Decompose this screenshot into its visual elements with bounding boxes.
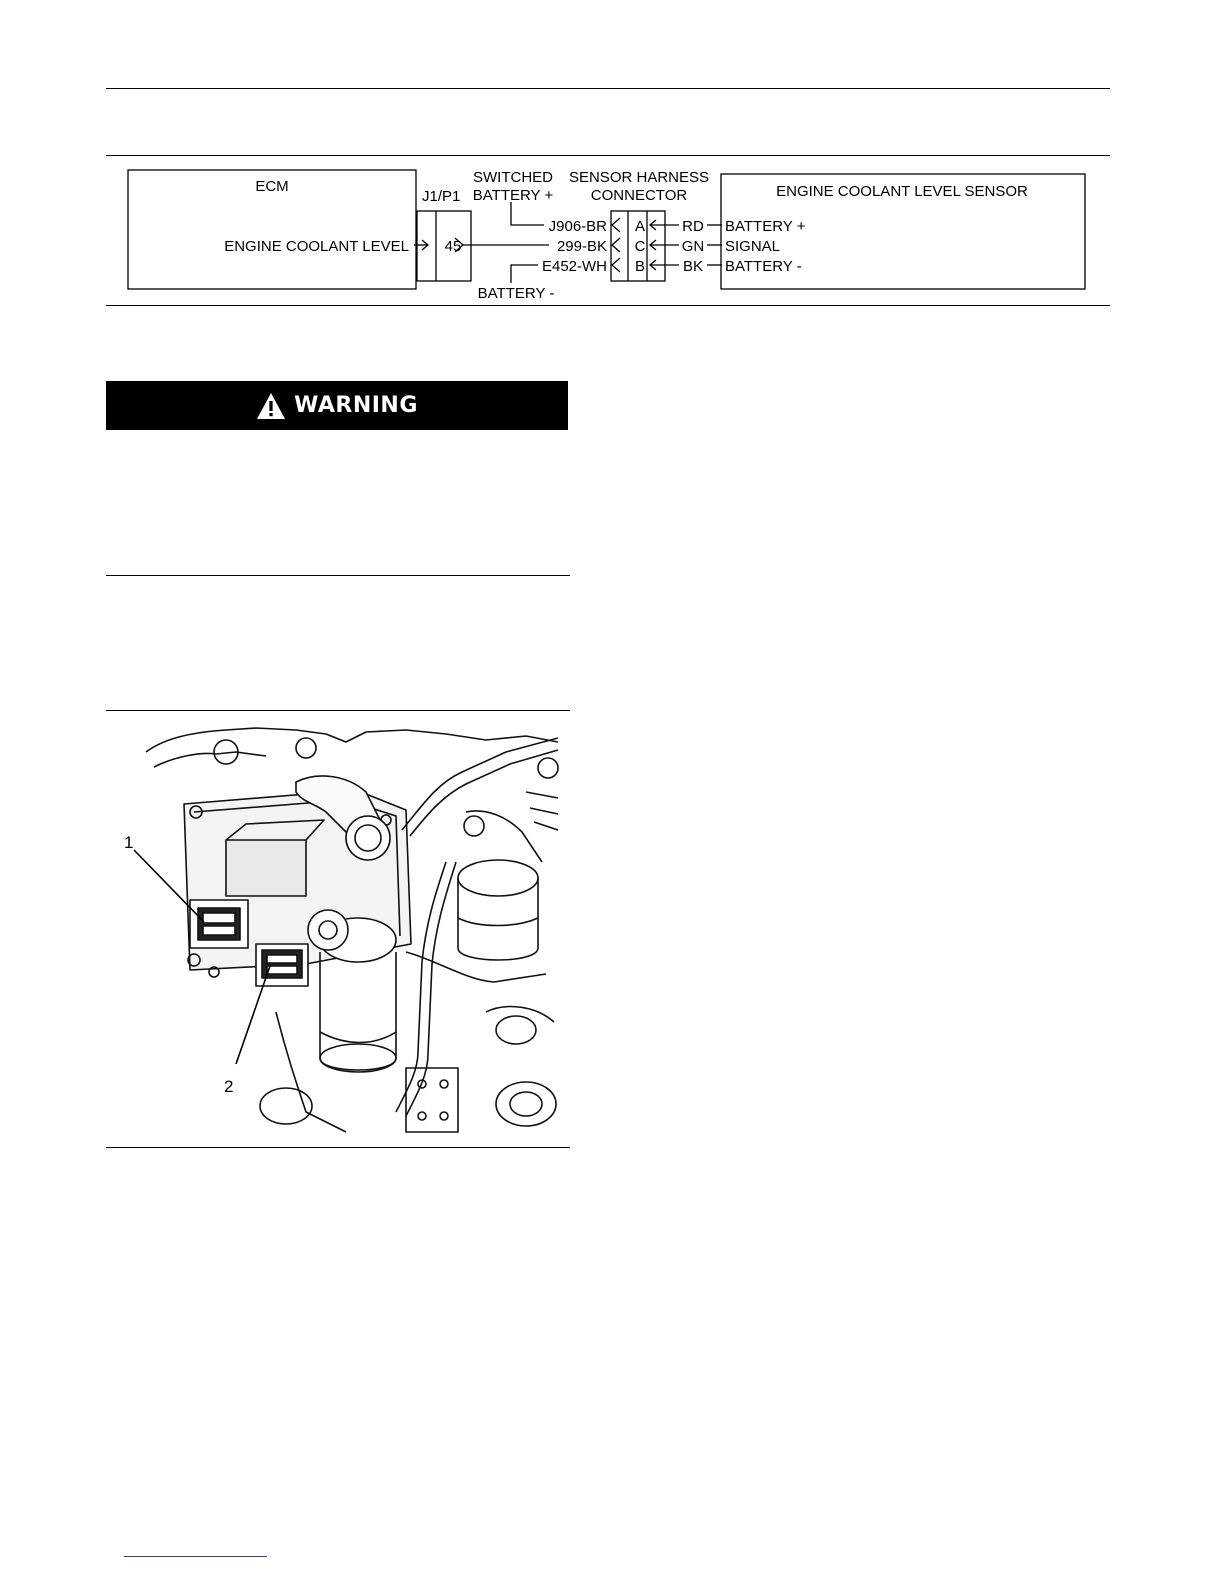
sensor-title: ENGINE COOLANT LEVEL SENSOR xyxy=(776,183,1028,200)
wiring-diagram xyxy=(106,155,1110,305)
battery-minus-label: BATTERY - xyxy=(477,285,555,302)
header-rule xyxy=(106,88,1110,89)
warning-banner xyxy=(106,381,568,430)
callout-leader-2 xyxy=(236,966,270,1064)
harness-connector-line1: SENSOR HARNESS xyxy=(568,169,710,186)
engine-ecm-illustration xyxy=(106,712,570,1146)
harness-pin: C xyxy=(634,238,646,255)
warning-label: WARNING xyxy=(294,393,418,418)
harness-pin: B xyxy=(634,258,646,275)
ecm-signal-label: ENGINE COOLANT LEVEL xyxy=(224,238,409,255)
switched-battery-line2: BATTERY + xyxy=(472,187,554,204)
footer-link-underline[interactable] xyxy=(124,1556,267,1557)
illustration-bottom-rule xyxy=(106,1147,570,1148)
wire-color: BK xyxy=(682,258,704,275)
diagram-bottom-rule xyxy=(106,305,1110,306)
pin-number-label: 45 xyxy=(444,238,462,255)
warning-triangle-icon xyxy=(256,391,286,421)
wire-color: GN xyxy=(681,238,705,255)
wire-label: J906-BR xyxy=(548,218,607,235)
wire-label: 299-BK xyxy=(556,238,607,255)
sensor-function: SIGNAL xyxy=(725,238,781,255)
harness-pin: A xyxy=(634,218,646,235)
warning-bottom-rule xyxy=(106,575,570,576)
illustration-top-rule xyxy=(106,710,570,711)
callout-1: 1 xyxy=(124,833,134,852)
connector-id-label: J1/P1 xyxy=(422,188,461,205)
wire-label: E452-WH xyxy=(541,258,607,275)
harness-connector-line2: CONNECTOR xyxy=(590,187,688,204)
switched-battery-line1: SWITCHED xyxy=(473,169,553,186)
callout-2: 2 xyxy=(224,1077,234,1096)
sensor-function: BATTERY - xyxy=(725,258,802,275)
sensor-function: BATTERY + xyxy=(725,218,806,235)
wire-color: RD xyxy=(682,218,704,235)
ecm-label: ECM xyxy=(255,178,289,195)
